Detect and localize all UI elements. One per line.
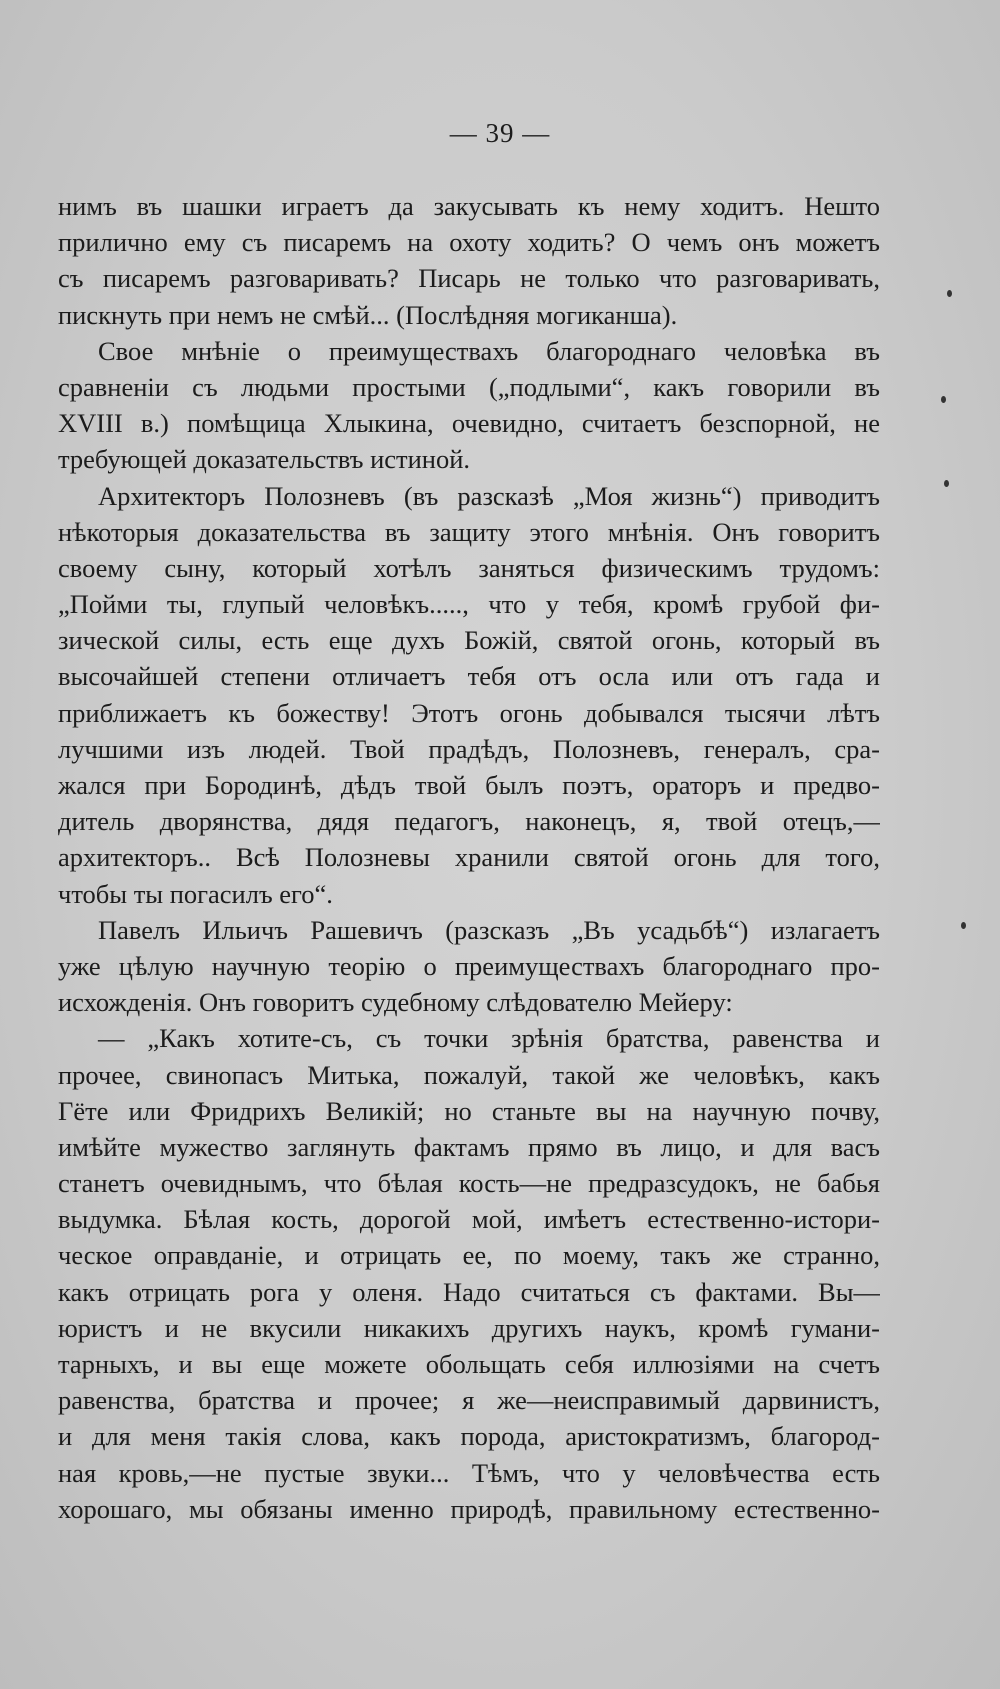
margin-speck — [961, 922, 966, 929]
text-line: чтобы ты погасилъ его“. — [58, 878, 333, 909]
text-line: какъ отрицать рога у оленя. Надо считаться съ фактами. Вы— — [58, 1276, 880, 1307]
text-line: ческое оправданіе, и отрицать ее, по моему, такъ же странно, — [58, 1240, 880, 1271]
text-line: Архитекторъ Полозневъ (въ разсказѣ „Моя жизнь“) приводитъ — [98, 480, 880, 511]
text-line: юристъ и не вкусили никакихъ другихъ наукъ, кромѣ гумани- — [58, 1312, 880, 1343]
text-line: прилично ему съ писаремъ на охоту ходить? О чемъ онъ можетъ — [58, 227, 880, 258]
text-line: жался при Бородинѣ, дѣдъ твой былъ поэтъ, ораторъ и предво- — [58, 770, 880, 800]
text-line: тарныхъ, и вы еще можете обольщать себя иллюзіями на счетъ — [58, 1349, 880, 1379]
text-line: Гёте или Фридрихъ Великій; но станьте вы на научную почву, — [58, 1095, 880, 1126]
text-line: высочайшей степени отличаетъ тебя отъ осла или отъ гада и — [58, 661, 880, 692]
margin-speck — [947, 290, 952, 297]
text-line: пискнуть при немъ не смѣй... (Послѣдняя могиканша). — [58, 299, 678, 330]
text-line: станетъ очевиднымъ, что бѣлая кость—не предразсудокъ, не бабья — [58, 1168, 880, 1199]
text-line: архитекторъ.. Всѣ Полозневы хранили святой огонь для того, — [58, 842, 880, 873]
text-line: — „Какъ хотите-съ, съ точки зрѣнія братства, равенства и — [98, 1023, 880, 1054]
text-line: зической силы, есть еще духъ Божій, святой огонь, который въ — [58, 625, 880, 656]
text-line: нѣкоторыя доказательства въ защиту этого мнѣнія. Онъ говоритъ — [58, 516, 880, 547]
page-number: — 39 — — [449, 118, 551, 148]
text-line: имѣйте мужество заглянуть фактамъ прямо въ лицо, и для васъ — [58, 1131, 880, 1162]
body-text — [58, 188, 880, 1527]
text-line: уже цѣлую научную теорію о преимуществахъ благороднаго про- — [58, 950, 880, 981]
text-line: приближаетъ къ божеству! Этотъ огонь добывался тысячи лѣтъ — [58, 697, 880, 728]
text-line: равенства, братства и прочее; я же—неисправимый дарвинистъ, — [58, 1385, 880, 1416]
margin-speck — [944, 480, 949, 487]
text-line: дитель дворянства, дядя педагогъ, наконецъ, я, твой отецъ,— — [58, 806, 880, 837]
text-line: Павелъ Ильичъ Рашевичъ (разсказъ „Въ усадьбѣ“) излагаетъ — [98, 914, 880, 945]
text-line: съ писаремъ разговаривать? Писарь не только что разговаривать, — [58, 263, 880, 294]
text-line: сравненіи съ людьми простыми („подлыми“, какъ говорили въ — [58, 371, 880, 402]
text-line: ная кровь,—не пустые звуки... Тѣмъ, что у человѣчества есть — [58, 1457, 880, 1488]
text-line: прочее, свинопасъ Митька, пожалуй, такой же человѣкъ, какъ — [58, 1059, 880, 1090]
text-line: и для меня такія слова, какъ порода, аристократизмъ, благород- — [58, 1421, 880, 1452]
text-line: исхожденія. Онъ говоритъ судебному слѣдователю Мейеру: — [58, 987, 733, 1018]
text-line: XVIII в.) помѣщица Хлыкина, очевидно, считаетъ безспорной, не — [58, 408, 880, 439]
text-line: хорошаго, мы обязаны именно природѣ, правильному естественно- — [58, 1493, 880, 1524]
text-line: требующей доказательствъ истиной. — [58, 444, 471, 475]
text-line: лучшими изъ людей. Твой прадѣдъ, Полозневъ, генералъ, сра- — [58, 733, 880, 764]
text-line: Свое мнѣніе о преимуществахъ благороднаго человѣка въ — [98, 335, 880, 366]
text-line: нимъ въ шашки играетъ да закусывать къ нему ходитъ. Нешто — [58, 191, 880, 221]
text-line: своему сыну, который хотѣлъ заняться физическимъ трудомъ: — [58, 552, 880, 583]
margin-speck — [941, 396, 946, 403]
text-line: выдумка. Бѣлая кость, дорогой мой, имѣетъ естественно-истори- — [58, 1204, 880, 1235]
text-line: „Пойми ты, глупый человѣкъ....., что у тебя, кромѣ грубой фи- — [58, 589, 880, 620]
